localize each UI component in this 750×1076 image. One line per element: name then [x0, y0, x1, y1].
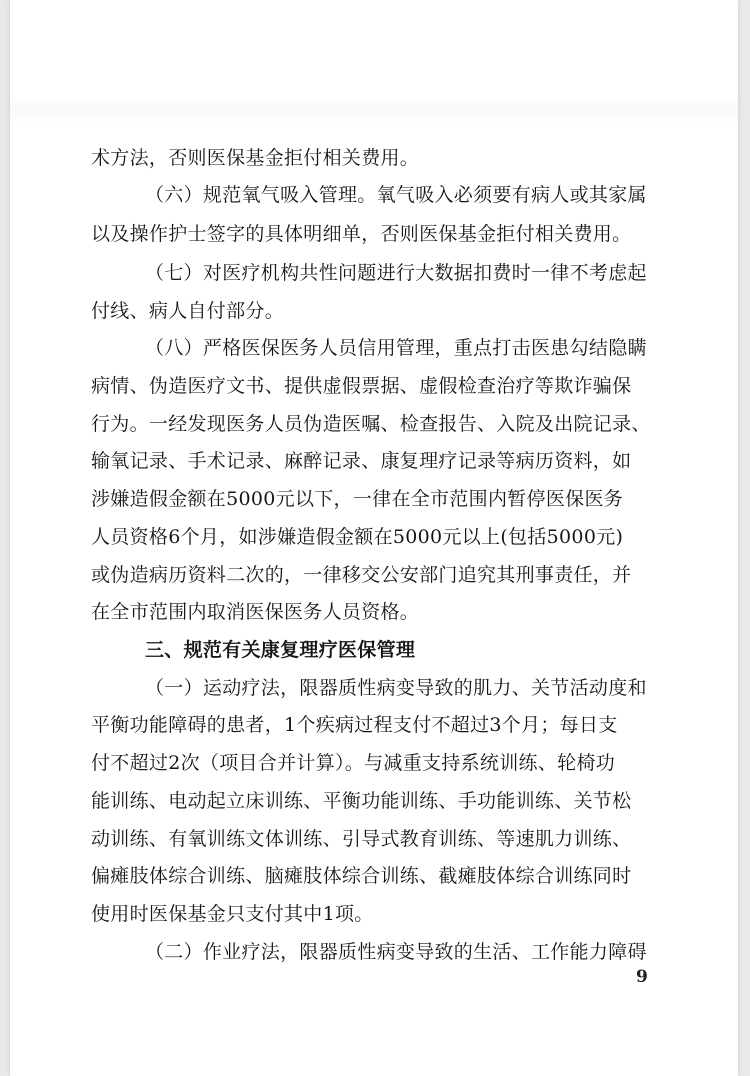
document-page — [10, 0, 738, 1076]
text-line: 输氧记录、手术记录、麻醉记录、康复理疗记录等病历资料，如 — [91, 450, 632, 472]
text-line: 平衡功能障碍的患者，1个疾病过程支付不超过3个月；每日支 — [91, 714, 618, 736]
text-line: 能训练、电动起立床训练、平衡功能训练、手功能训练、关节松 — [91, 790, 632, 812]
text-line: 在全市范围内取消医保医务人员资格。 — [91, 601, 420, 623]
subsection-1-line: （一）运动疗法，限器质性病变导致的肌力、关节活动度和 — [145, 677, 647, 699]
scan-shadow — [10, 95, 738, 125]
text-line: 付线、病人自付部分。 — [91, 300, 285, 322]
text-line: 行为。一经发现医务人员伪造医嘱、检查报告、入院及出院记录、 — [91, 413, 651, 435]
text-line: 动训练、有氧训练文体训练、引导式教育训练、等速肌力训练、 — [91, 828, 632, 850]
paragraph-7-line: （七）对医疗机构共性问题进行大数据扣费时一律不考虑起 — [145, 262, 647, 284]
text-line: 术方法，否则医保基金拒付相关费用。 — [91, 147, 420, 169]
text-line: 偏瘫肢体综合训练、脑瘫肢体综合训练、截瘫肢体综合训练同时 — [91, 865, 632, 887]
text-line: 付不超过2次（项目合并计算）。与减重支持系统训练、轮椅功 — [91, 752, 615, 774]
text-line: 涉嫌造假金额在5000元以下，一律在全市范围内暂停医保医务 — [91, 488, 624, 510]
text-line: 人员资格6个月，如涉嫌造假金额在5000元以上(包括5000元) — [91, 526, 624, 548]
section-heading: 三、规范有关康复理疗医保管理 — [145, 639, 416, 661]
paragraph-8-line: （八）严格医保医务人员信用管理，重点打击医患勾结隐瞒 — [145, 337, 647, 359]
subsection-2-line: （二）作业疗法，限器质性病变导致的生活、工作能力障碍 — [145, 941, 647, 963]
text-line: 或伪造病历资料二次的，一律移交公安部门追究其刑事责任，并 — [91, 564, 632, 586]
page-number: 9 — [636, 967, 648, 987]
text-line: 病情、伪造医疗文书、提供虚假票据、虚假检查治疗等欺诈骗保 — [91, 375, 632, 397]
paragraph-6-heading-line: （六）规范氧气吸入管理。氧气吸入必须要有病人或其家属 — [145, 184, 647, 206]
text-line: 以及操作护士签字的具体明细单，否则医保基金拒付相关费用。 — [91, 223, 632, 245]
text-line: 使用时医保基金只支付其中1项。 — [91, 903, 374, 925]
